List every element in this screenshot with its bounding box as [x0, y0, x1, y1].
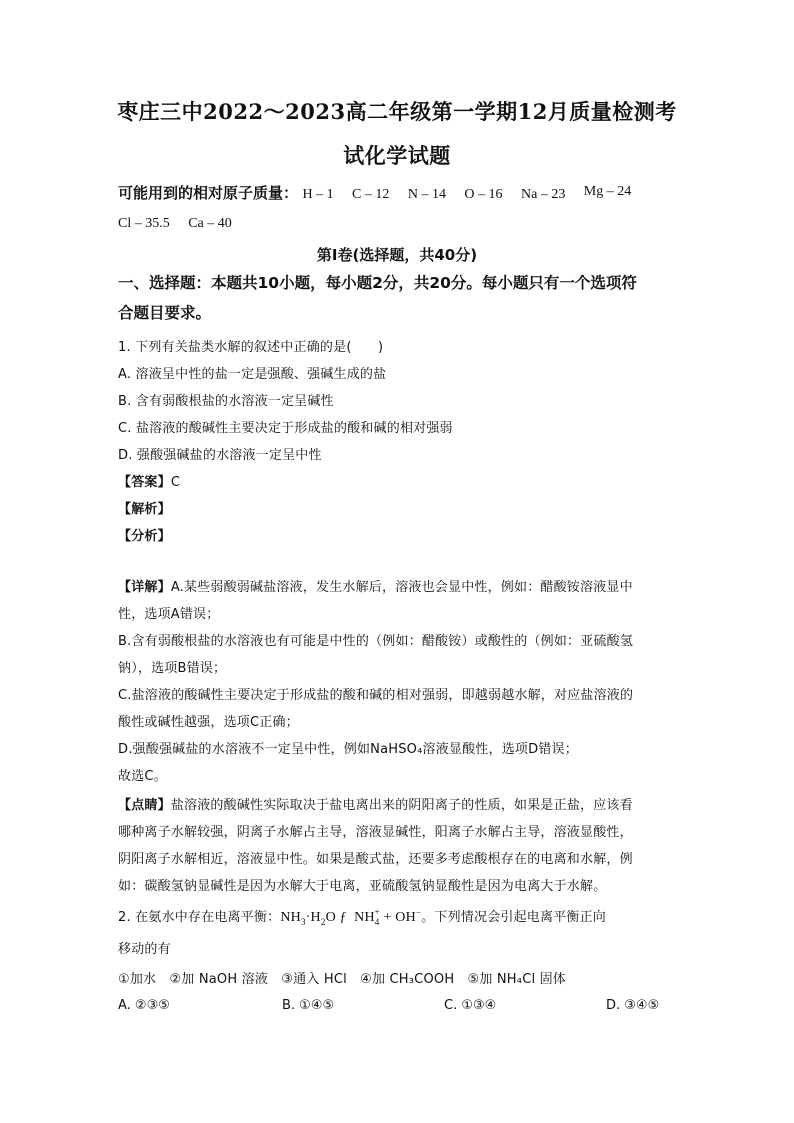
mass-h: H – 1 [302, 187, 334, 202]
q2-option-c: C. ①③④ [444, 998, 497, 1013]
dianjing-line-1 [118, 794, 633, 813]
q2-equation: $NH_3\cdot H_2O$ ƒ $NH_4^+ + OH^-$ [280, 907, 422, 927]
volume-title: 第I卷(选择题，共40分) [316, 246, 478, 264]
q2-stem-line-2: 移动的有 [118, 942, 171, 957]
mass-ca: Ca – 40 [188, 216, 232, 231]
detail-line-7: D.强酸强碱盐的水溶液不一定呈中性，例如NaHSO₄溶液显酸性，选项D错误； [118, 742, 578, 757]
dianjing-text-1: 盐溶液的酸碱性实际取决于盐电离出来的阴阳离子的性质，如果是正盐，应该看 [170, 798, 633, 813]
exam-title-line-1: 枣庄三中2022～2023高二年级第一学期12月质量检测考 [117, 99, 677, 124]
q2-stem-suffix: 。下列情况会引起电离平衡正向 [421, 910, 606, 925]
detail-line-3: B.含有弱酸根盐的水溶液也有可能是中性的（例如：醋酸铵）或酸性的（例如：亚硫酸氢 [118, 634, 634, 649]
section-1-line-1: 一、选择题：本题共10小题，每小题2分，共20分。每小题只有一个选项符 [118, 274, 637, 292]
dianjing-line-3: 阴阳离子水解相近，溶液显中性。如果是酸式盐，还要多考虑酸根存在的电离和水解，例 [118, 852, 633, 867]
dianjing-line-2: 哪种离子水解较强，阴离子水解占主导，溶液显碱性，阳离子水解占主导，溶液显酸性， [118, 825, 633, 840]
answer-value: C [170, 475, 181, 490]
mass-na: Na – 23 [521, 187, 566, 202]
detail-text-1: A.某些弱酸弱碱盐溶液，发生水解后，溶液也会显中性，例如：醋酸铵溶液显中 [170, 580, 633, 595]
q2-option-b: B. ①④⑤ [282, 998, 335, 1013]
q2-items: ①加水 ②加 NaOH 溶液 ③通入 HCl ④加 CH₃COOH ⑤加 NH₄Cl 固体 [118, 972, 567, 987]
detail-line-4: 钠），选项B错误； [118, 661, 227, 676]
q2-stem-prefix: 2. 在氨水中存在电离平衡： [118, 910, 281, 925]
dianjing-line-4: 如：碳酸氢钠显碱性是因为水解大于电离，亚硫酸氢钠显酸性是因为电离大于水解。 [118, 879, 607, 894]
atomic-mass-label: 可能用到的相对原子质量： [118, 184, 299, 202]
mass-mg: Mg – 24 [583, 184, 632, 199]
q2-option-a: A. ②③⑤ [118, 998, 170, 1013]
mass-cl: Cl – 35.5 [118, 216, 170, 231]
section-1-heading [118, 268, 678, 328]
detail-line-6: 酸性或碱性越强，选项C正确； [118, 715, 299, 730]
q1-answer-line [118, 471, 180, 490]
detail-line-2: 性，选项A错误； [118, 607, 220, 622]
mass-o: O – 16 [464, 187, 503, 202]
q1-option-b: B. 含有弱酸根盐的水溶液一定呈碱性 [118, 394, 334, 409]
atomic-mass-line-1 [118, 182, 645, 203]
detail-tag: 【详解】 [118, 580, 171, 595]
detail-line-5: C.盐溶液的酸碱性主要决定于形成盐的酸和碱的相对强弱，即越弱越水解，对应盐溶液的 [118, 688, 634, 703]
q1-stem: 1. 下列有关盐类水解的叙述中正确的是( ) [118, 340, 384, 355]
answer-tag: 【答案】 [118, 475, 171, 490]
section-1-line-2: 合题目要求。 [118, 304, 212, 322]
detail-line-1 [118, 576, 633, 595]
q1-option-d: D. 强酸强碱盐的水溶液一定呈中性 [118, 448, 322, 463]
exam-title-line-2: 试化学试题 [343, 143, 451, 168]
q2-stem-line-1 [118, 906, 606, 927]
q2-option-d: D. ③④⑤ [606, 998, 660, 1013]
atomic-mass-line-2 [118, 215, 246, 232]
q1-option-a: A. 溶液呈中性的盐一定是强酸、强碱生成的盐 [118, 367, 387, 382]
mass-c: C – 12 [352, 187, 390, 202]
dianjing-tag: 【点睛】 [118, 798, 171, 813]
analysis-tag: 【解析】 [118, 502, 171, 517]
q1-option-c: C. 盐溶液的酸碱性主要决定于形成盐的酸和碱的相对强弱 [118, 421, 453, 436]
mass-n: N – 14 [407, 187, 446, 202]
fenxi-tag: 【分析】 [118, 529, 171, 544]
detail-line-8: 故选C。 [118, 769, 167, 784]
